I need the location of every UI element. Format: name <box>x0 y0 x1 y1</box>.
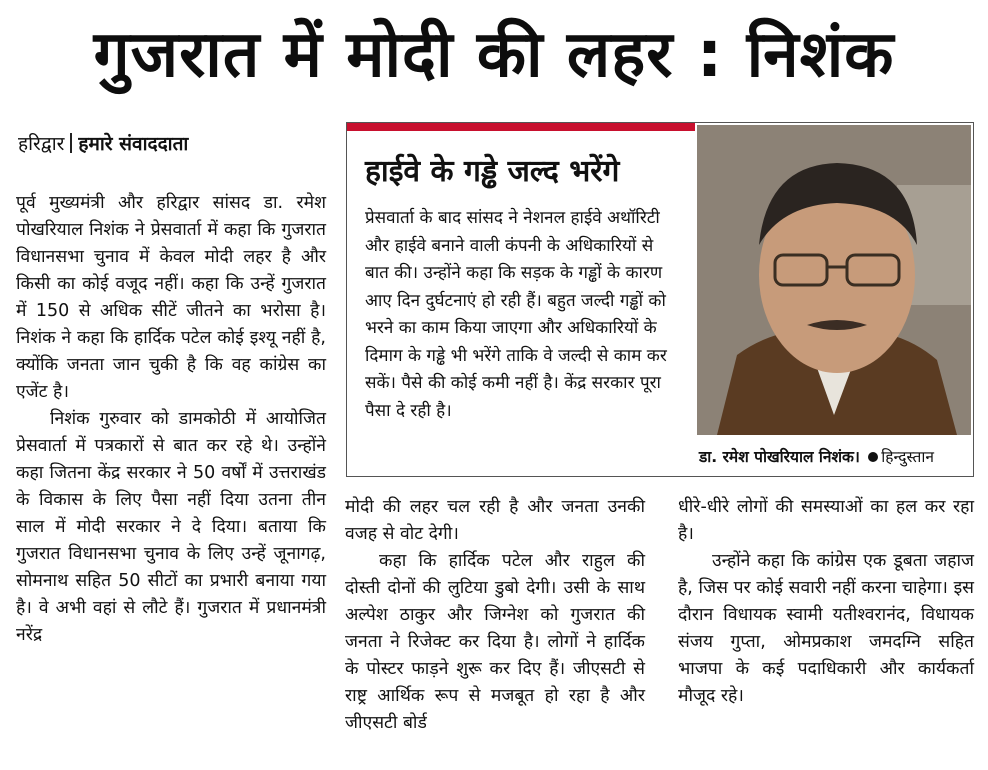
article-column-3 <box>678 494 974 710</box>
sidebar-box <box>346 122 974 477</box>
sidebar-title: हाईवे के गड्ढे जल्द भरेंगे <box>365 154 620 189</box>
column2-paragraph-2: कहा कि हार्दिक पटेल और राहुल की दोस्ती दोनों की लुटिया डुबो देगी। उसी के साथ अल्पेश ठाकुर और जिग्नेश को गुजरात की जनता ने रिजेक्ट कर दिया है। लोगों ने हार्दिक के पोस्टर फाड़ने शुरू कर दिए हैं। जीएसटी से राष्ट्र आर्थिक रूप से मजबूत हो रहा है और जीएसटी बोर्ड <box>345 551 645 733</box>
byline-reporter: हमारे संवाददाता <box>78 133 189 155</box>
sidebar-text: प्रेसवार्ता के बाद सांसद ने नेशनल हाईवे अथॉरिटी और हाईवे बनाने वाली कंपनी के अधिकारियों से बात की। उन्होंने कहा कि सड़क के गड्ढों के कारण आए दिन दुर्घटनाएं हो रही हैं। बहुत जल्दी गड्ढों को भरने का काम किया जाएगा और अधिकारियों के दिमाग के गड्ढे भी भरेंगे ताकि वे जल्दी से काम कर सकें। पैसे की कोई कमी नहीं है। केंद्र सरकार पूरा पैसा दे रही है। <box>365 208 667 421</box>
column1-paragraph-1: पूर्व मुख्यमंत्री और हरिद्वार सांसद डा. रमेश पोखरियाल निशंक ने प्रेसवार्ता में कहा कि गुजरात विधानसभा चुनाव में केवल मोदी लहर है और किसी का कोई वजूद नहीं। कहा कि उन्हें गुजरात में 150 से अधिक सीटें जीतने का भरोसा है। निशंक ने कहा कि हार्दिक पटेल कोई इश्यू नहीं है, क्योंकि जनता जान चुकी है कि वह कांग्रेस का एजेंट है। <box>16 193 326 402</box>
bullet-dot-icon <box>868 452 878 462</box>
article-column-2 <box>345 494 645 737</box>
byline <box>18 130 188 156</box>
caption-text: डा. रमेश पोखरियाल निशंक। <box>699 448 860 466</box>
photo-credit: हिन्दुस्तान <box>881 448 934 466</box>
article-column-1 <box>16 190 326 649</box>
headline: गुजरात में मोदी की लहर : निशंक <box>93 18 895 92</box>
portrait-illustration <box>697 125 971 435</box>
sidebar-accent-bar <box>347 123 695 131</box>
column3-paragraph-2: उन्होंने कहा कि कांग्रेस एक डूबता जहाज है, जिस पर कोई सवारी नहीं करना चाहेगा। इस दौरान विधायक स्वामी यतीश्वरानंद, विधायक संजय गुप्ता, ओमप्रकाश जमदग्नि सहित भाजपा के कई पदाधिकारी और कार्यकर्ता मौजूद रहे। <box>678 551 974 706</box>
byline-divider <box>70 133 72 153</box>
column3-paragraph-1: धीरे-धीरे लोगों की समस्याओं का हल कर रहा है। <box>678 497 974 544</box>
portrait-photo <box>697 125 971 435</box>
column2-paragraph-1: मोदी की लहर चल रही है और जनता उनकी वजह से वोट देगी। <box>345 497 645 544</box>
byline-place: हरिद्वार <box>18 133 65 155</box>
column1-paragraph-2: निशंक गुरुवार को डामकोठी में आयोजित प्रेसवार्ता में पत्रकारों से बात कर रहे थे। उन्होंने कहा जितना केंद्र सरकार ने 50 वर्षों में उत्तराखंड के विकास के लिए पैसा नहीं दिया उतना तीन साल में मोदी सरकार ने दे दिया। बताया कि गुजरात विधानसभा चुनाव के लिए उन्हें जूनागढ़, सोमनाथ सहित 50 सीटों का प्रभारी बनाया गया है। वे अभी वहां से लौटे हैं। गुजरात में प्रधानमंत्री नरेंद्र <box>16 409 326 645</box>
photo-caption <box>699 445 969 467</box>
